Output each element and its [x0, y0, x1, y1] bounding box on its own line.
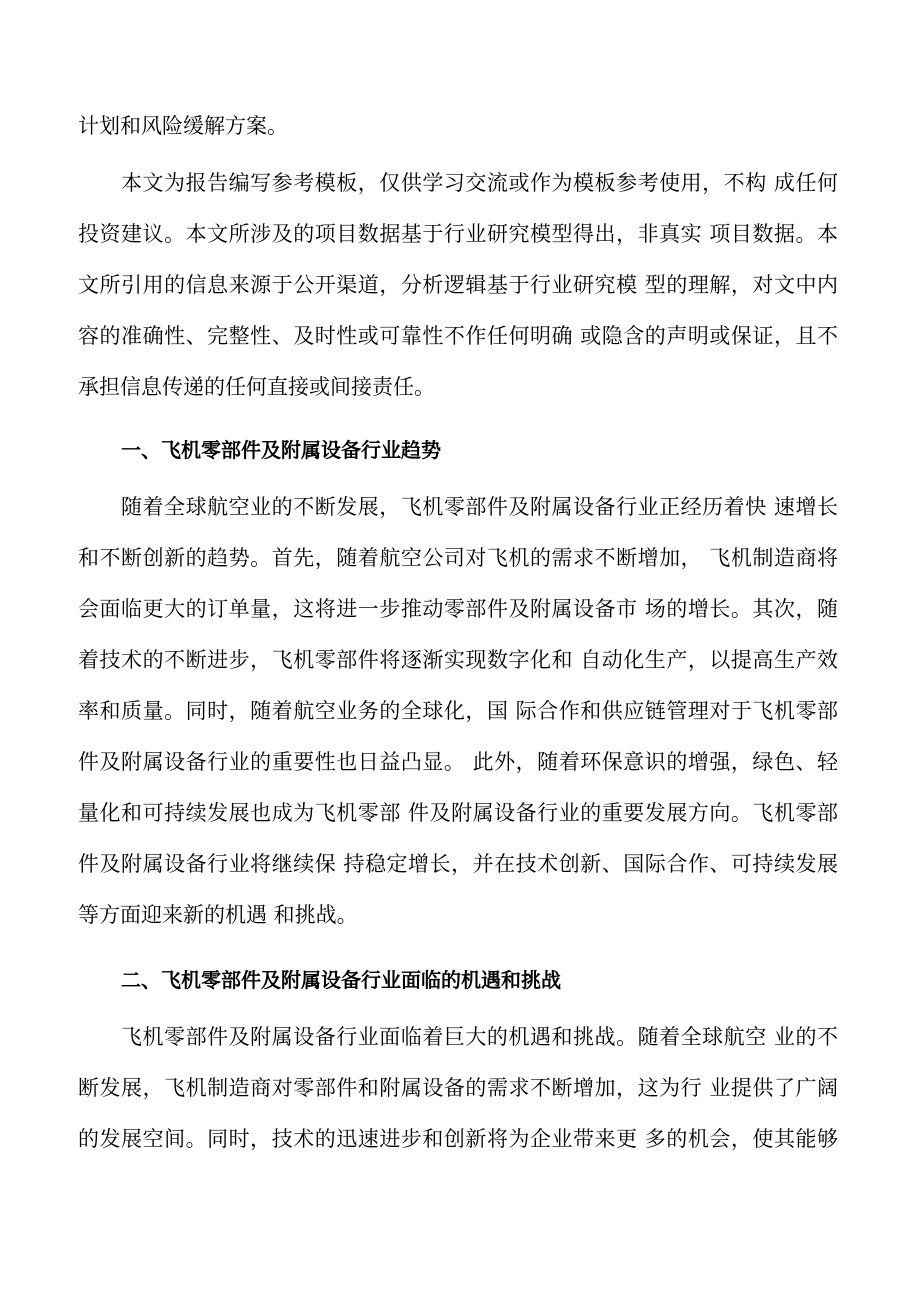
disclaimer-line-1: 本文为报告编写参考模板，仅供学习交流或作为模板参考使用，不构 成任何 [121, 171, 838, 195]
section-2-line-1: 飞机零部件及附属设备行业面临着巨大的机遇和挑战。随着全球航空 业的不 [121, 1025, 838, 1049]
section-1-line-6: 件及附属设备行业的重要性也日益凸显。 此外，随着环保意识的增强，绿色、轻 [78, 750, 838, 774]
intro-tail-line: 计划和风险缓解方案。 [78, 114, 288, 138]
section-1-line-1: 随着全球航空业的不断发展，飞机零部件及附属设备行业正经历着快 速增长 [121, 495, 838, 519]
section-1-line-3: 会面临更大的订单量，这将进一步推动零部件及附属设备市 场的增长。其次，随 [78, 597, 838, 621]
section-1-line-7: 量化和可持续发展也成为飞机零部 件及附属设备行业的重要发展方向。飞机零部 [78, 801, 838, 825]
section-1-line-4: 着技术的不断进步，飞机零部件将逐渐实现数字化和 自动化生产，以提高生产效 [78, 648, 838, 672]
section-2-line-3: 的发展空间。同时，技术的迅速进步和创新将为企业带来更 多的机会，使其能够 [78, 1127, 838, 1151]
section-1-line-2: 和不断创新的趋势。首先，随着航空公司对飞机的需求不断增加， 飞机制造商将 [78, 546, 838, 570]
disclaimer-line-5: 承担信息传递的任何直接或间接责任。 [78, 375, 435, 399]
section-2-heading: 二、飞机零部件及附属设备行业面临的机遇和挑战 [121, 968, 561, 992]
section-1-line-9: 等方面迎来新的机遇 和挑战。 [78, 903, 358, 927]
disclaimer-line-3: 文所引用的信息来源于公开渠道，分析逻辑基于行业研究模 型的理解，对文中内 [78, 273, 838, 297]
disclaimer-line-2: 投资建议。本文所涉及的项目数据基于行业研究模型得出，非真实 项目数据。本 [78, 222, 838, 246]
section-2-line-2: 断发展，飞机制造商对零部件和附属设备的需求不断增加，这为行 业提供了广阔 [78, 1076, 838, 1100]
section-1-line-5: 率和质量。同时，随着航空业务的全球化，国 际合作和供应链管理对于飞机零部 [78, 699, 838, 723]
section-1-heading: 一、飞机零部件及附属设备行业趋势 [121, 438, 441, 462]
disclaimer-line-4: 容的准确性、完整性、及时性或可靠性不作任何明确 或隐含的声明或保证，且不 [78, 324, 838, 348]
section-1-line-8: 件及附属设备行业将继续保 持稳定增长，并在技术创新、国际合作、可持续发展 [78, 852, 838, 876]
